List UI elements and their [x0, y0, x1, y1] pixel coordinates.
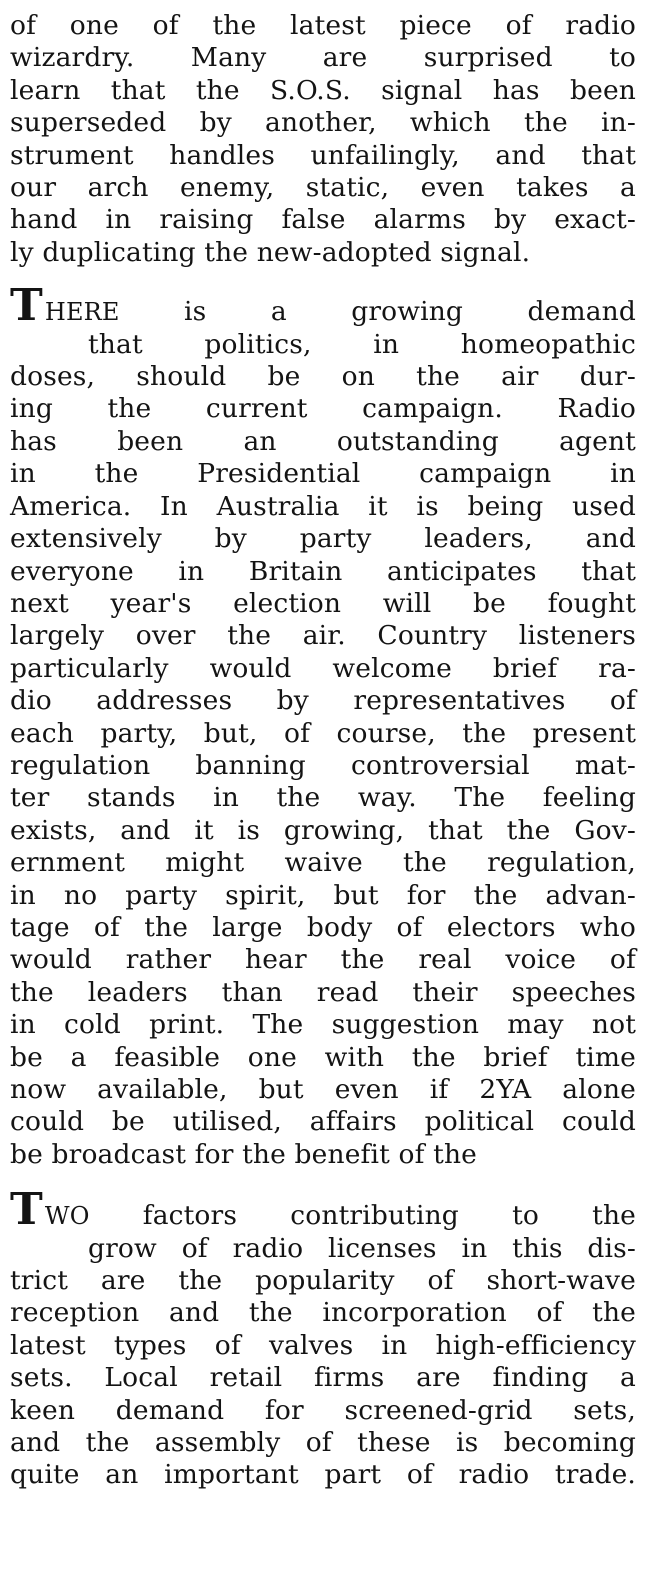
- paragraph-radio-licenses: [10, 1184, 636, 1492]
- first-line: [10, 1184, 636, 1236]
- text-line: our arch enemy, static, even takes a: [10, 172, 636, 204]
- text-line: reception and the incorporation of the: [10, 1297, 636, 1329]
- first-line: [10, 280, 636, 332]
- text-line: dio addresses by representatives of: [10, 685, 636, 717]
- text-line: in no party spirit, but for the advan-: [10, 879, 636, 911]
- text-line: superseded by another, which the in-: [10, 107, 636, 139]
- text-line: would rather hear the real voice of: [10, 944, 636, 976]
- text-line: everyone in Britain anticipates that: [10, 555, 636, 587]
- text-line: quite an important part of radio trade.: [10, 1459, 636, 1491]
- first-word-rest: WO: [44, 1202, 90, 1231]
- paragraph-radio-wizardry: [10, 10, 636, 269]
- text-line: the leaders than read their speeches: [10, 976, 636, 1008]
- text-line: strument handles unfailingly, and that: [10, 139, 636, 171]
- first-line-rest: factors contributing to the: [142, 1200, 636, 1232]
- text-line: now available, but even if 2YA alone: [10, 1074, 636, 1105]
- text-line: ly duplicating the new-adopted signal.: [10, 236, 531, 268]
- text-line: wizardry. Many are surprised to: [10, 42, 636, 74]
- text-line: learn that the S.O.S. signal has been: [10, 74, 636, 106]
- text-line: keen demand for screened-grid sets,: [10, 1394, 636, 1426]
- drop-cap: T: [10, 280, 43, 332]
- text-line: sets. Local retail firms are finding a: [10, 1362, 636, 1394]
- text-line: ing the current campaign. Radio: [10, 393, 636, 425]
- text-line: regulation banning controversial mat-: [10, 749, 636, 781]
- text-line: ter stands in the way. The feeling: [10, 782, 636, 814]
- text-line: of one of the latest piece of radio: [10, 10, 636, 41]
- text-line: ernment might waive the regulation,: [10, 847, 636, 879]
- text-line: could be utilised, affairs political could: [10, 1106, 636, 1138]
- text-line: exists, and it is growing, that the Gov-: [10, 814, 636, 846]
- text-line: America. In Australia it is being used: [10, 490, 636, 522]
- text-line: doses, should be on the air dur-: [10, 361, 636, 393]
- text-line: next year's election will be fought: [10, 587, 636, 619]
- text-line: largely over the air. Country listeners: [10, 620, 636, 652]
- text-line: has been an outstanding agent: [10, 425, 636, 457]
- article-column: [10, 10, 636, 1492]
- text-line: each party, but, of course, the present: [10, 717, 636, 749]
- text-line: trict are the popularity of short-wave: [10, 1265, 636, 1297]
- text-line: latest types of valves in high-efficiency: [10, 1329, 636, 1361]
- text-line: tage of the large body of electors who: [10, 911, 636, 943]
- first-line-rest: is a growing demand: [184, 296, 636, 328]
- text-line: be a feasible one with the brief time: [10, 1041, 636, 1073]
- text-line: grow of radio licenses in this dis-: [88, 1232, 636, 1264]
- paragraph-politics-on-air: [10, 280, 636, 1171]
- text-line: in cold print. The suggestion may not: [10, 1009, 636, 1041]
- text-line: that politics, in homeopathic: [88, 328, 636, 360]
- text-line: hand in raising false alarms by exact-: [10, 204, 636, 236]
- text-line: be broadcast for the benefit of the: [10, 1138, 477, 1170]
- first-word-rest: HERE: [44, 298, 120, 327]
- text-line: extensively by party leaders, and: [10, 523, 636, 555]
- text-line: and the assembly of these is becoming: [10, 1427, 636, 1459]
- text-line: in the Presidential campaign in: [10, 458, 636, 490]
- text-line: particularly would welcome brief ra-: [10, 652, 636, 684]
- drop-cap: T: [10, 1184, 43, 1236]
